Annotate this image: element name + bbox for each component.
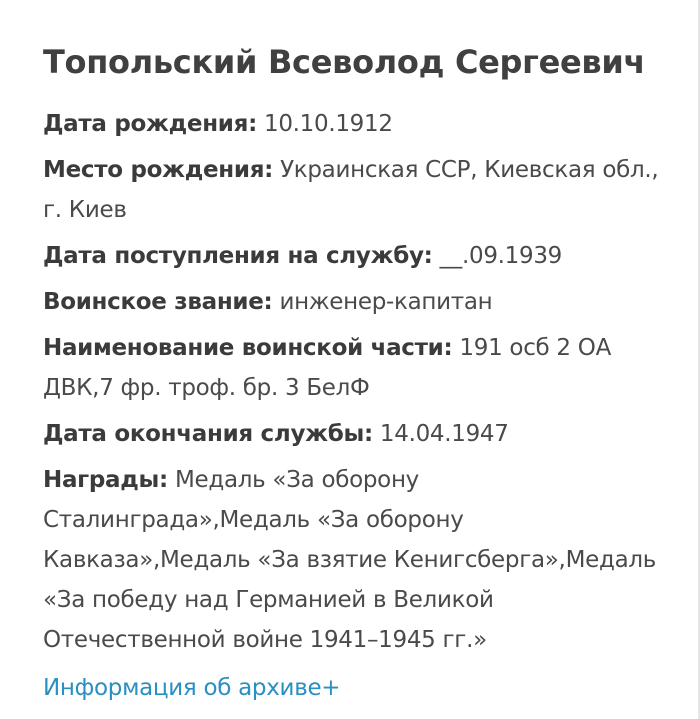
field-value: 191 осб 2 ОА ДВК,7 фр. троф. бр. 3 БелФ xyxy=(43,335,612,401)
field-value: 10.10.1912 xyxy=(263,111,393,137)
field-label: Место рождения: xyxy=(43,157,274,183)
field-value: инженер-капитан xyxy=(279,289,493,315)
field-service-end xyxy=(43,414,668,454)
field-unit xyxy=(43,328,668,408)
archive-info-link[interactable]: Информация об архиве+ xyxy=(43,675,341,701)
field-label: Наименование воинской части: xyxy=(43,335,453,361)
person-name: Топольский Всеволод Сергеевич xyxy=(43,43,646,81)
field-value: __.09.1939 xyxy=(439,243,563,269)
field-birth-date xyxy=(43,104,668,144)
field-value: 14.04.1947 xyxy=(379,421,509,447)
field-label: Воинское звание: xyxy=(43,289,273,315)
field-awards xyxy=(43,460,668,660)
field-birth-place xyxy=(43,150,668,230)
field-value: Медаль «За оборону Сталинграда»,Медаль «За оборону Кавказа»,Медаль «За взятие Кенигсберга»,Медаль «За победу над Германией в Великой Отечественной войне 1941–1945 гг.» xyxy=(43,467,657,653)
field-label: Дата поступления на службу: xyxy=(43,243,433,269)
field-label: Дата рождения: xyxy=(43,111,257,137)
field-label: Дата окончания службы: xyxy=(43,421,373,447)
field-label: Награды: xyxy=(43,467,168,493)
field-value: Украинская ССР, Киевская обл., г. Киев xyxy=(43,157,659,223)
field-service-start xyxy=(43,236,668,276)
field-rank xyxy=(43,282,668,322)
